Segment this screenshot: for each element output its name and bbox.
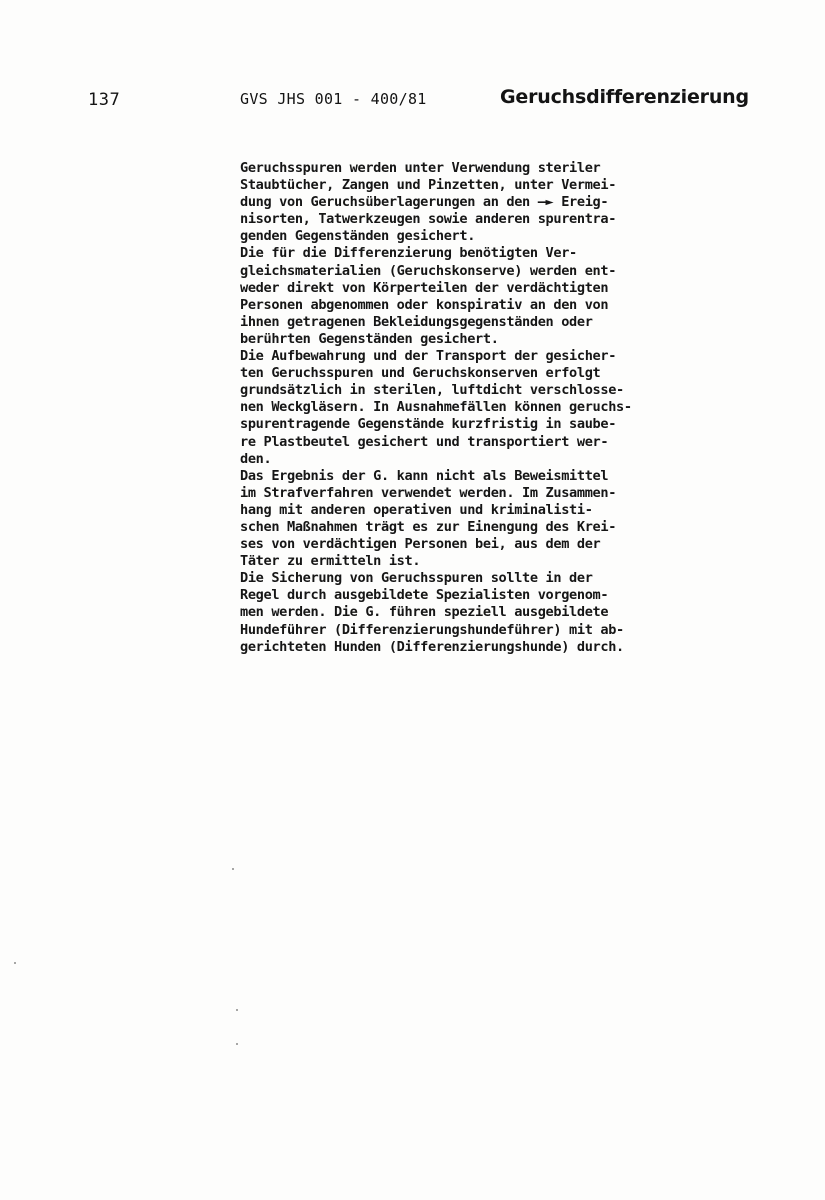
- body-line: men werden. Die G. führen speziell ausgebildete: [240, 604, 609, 621]
- body-line: nen Weckgläsern. In Ausnahmefällen können geruchs-: [240, 399, 632, 416]
- body-line: Das Ergebnis der G. kann nicht als Beweismittel: [240, 467, 609, 484]
- body-line: grundsätzlich in sterilen, luftdicht verschlosse-: [240, 382, 624, 399]
- body-line: Geruchsspuren werden unter Verwendung steriler: [240, 160, 601, 176]
- body-line: schen Maßnahmen trägt es zur Einengung des Krei-: [240, 518, 617, 535]
- body-line: den.: [240, 450, 272, 467]
- scan-speck: [232, 868, 234, 870]
- body-line: Hundeführer (Differenzierungshundeführer) mit ab-: [240, 621, 624, 638]
- entry-body: [240, 160, 740, 656]
- body-line: ses von verdächtigen Personen bei, aus dem der: [240, 536, 601, 553]
- body-line: gleichsmaterialien (Geruchskonserve) werden ent-: [240, 262, 617, 279]
- body-line: Die für die Differenzierung benötigten Ver-: [240, 245, 577, 262]
- body-line: hang mit anderen operativen und kriminalisti-: [240, 501, 593, 518]
- scan-speck: [236, 1009, 238, 1011]
- body-line: genden Gegenständen gesichert.: [240, 228, 476, 245]
- entry-title: Geruchsdifferenzierung: [500, 86, 749, 108]
- body-line: Regel durch ausgebildete Spezialisten vorgenom-: [240, 587, 609, 604]
- body-line: ten Geruchsspuren und Geruchskonserven erfolgt: [240, 365, 601, 382]
- body-line: spurentragende Gegenstände kurzfristig in saube-: [240, 416, 617, 433]
- body-line: Täter zu ermitteln ist.: [240, 553, 421, 570]
- body-line: nisorten, Tatwerkzeugen sowie anderen spurentra-: [240, 211, 617, 228]
- body-line: ihnen getragenen Bekleidungsgegenständen oder: [240, 313, 593, 330]
- body-line: Personen abgenommen oder konspirativ an den von: [240, 296, 609, 313]
- scan-speck: [14, 962, 16, 964]
- body-line: Die Aufbewahrung und der Transport der gesicher-: [240, 348, 617, 365]
- body-line: weder direkt von Körperteilen der verdächtigten: [240, 279, 609, 296]
- body-line: im Strafverfahren verwendet werden. Im Zusammen-: [240, 484, 617, 501]
- body-line: berührten Gegenständen gesichert.: [240, 330, 499, 347]
- page-header: [0, 86, 825, 116]
- body-line: gerichteten Hunden (Differenzierungshunde) durch.: [240, 638, 624, 655]
- body-line: Die Sicherung von Geruchsspuren sollte in der: [240, 570, 593, 587]
- scan-speck: [236, 1043, 238, 1045]
- body-line: dung von Geruchsüberlagerungen an den —► Ereig-: [240, 194, 609, 211]
- page-number: 137: [88, 90, 121, 110]
- body-line: re Plastbeutel gesichert und transportiert wer-: [240, 433, 609, 450]
- document-reference: GVS JHS 001 - 400/81: [240, 90, 427, 108]
- body-line: Staubtücher, Zangen und Pinzetten, unter Vermei-: [240, 177, 617, 194]
